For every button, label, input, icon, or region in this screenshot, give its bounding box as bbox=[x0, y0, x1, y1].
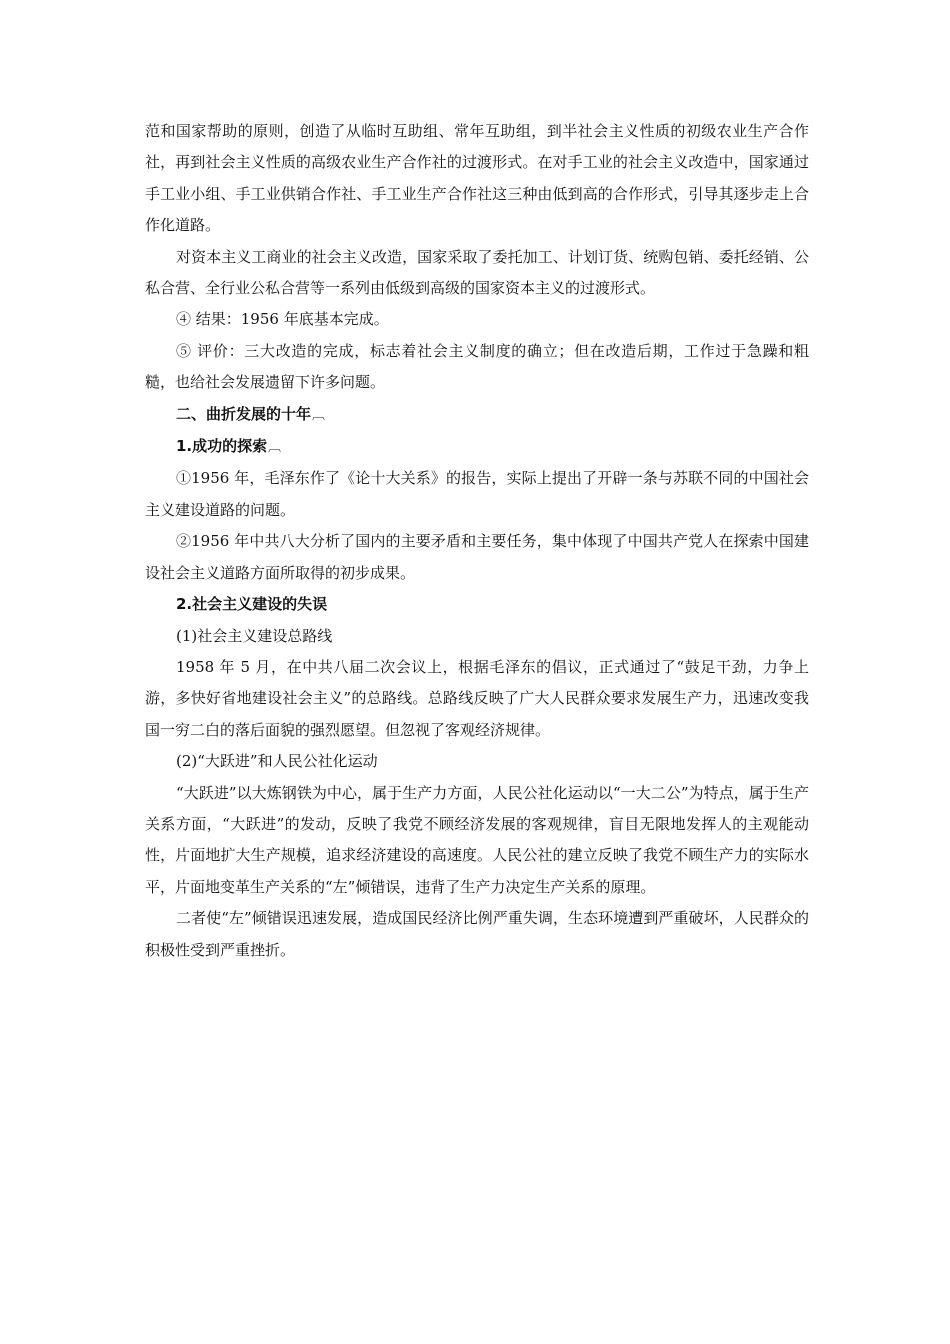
paragraph-consequences: 二者使“左”倾错误迅速发展，造成国民经济比例严重失调，生态环境遭到严重破坏，人民群众的积极性受到严重挫折。 bbox=[145, 909, 809, 959]
section-heading-text: 二、曲折发展的十年 bbox=[176, 404, 312, 423]
paragraph-evaluation: ⑤ 评价：三大改造的完成，标志着社会主义制度的确立；但在改造后期，工作过于急躁和粗糙，也给社会发展遗留下许多问题。 bbox=[145, 341, 809, 392]
paragraph-cooperation-forms: 范和国家帮助的原则，创造了从临时互助组、常年互助组，到半社会主义性质的初级农业生产合作社，再到社会主义性质的高级农业生产合作社的过渡形式。在对手工业的社会主义改造中，国家通过手工业小组、手工业供销合作社、手工业生产合作社这三种由低到高的合作形式，引导其逐步走上合作化道路。 bbox=[145, 122, 809, 235]
document-page bbox=[145, 116, 809, 966]
paragraph-great-leap: “大跃进”以大炼钢铁为中心，属于生产力方面，人民公社化运动以“一大二公”为特点，属于生产关系方面，“大跃进”的发动，反映了我党不顾经济发展的客观规律，盲目无限地发挥人的主观能动性，片面地扩大生产规模，追求经济建设的高速度。人民公社的建立反映了我党不顾生产力的实际水平，片面地变革生产关系的“左”倾错误，违背了生产力决定生产关系的原理。 bbox=[145, 783, 809, 896]
paragraph-result: ④ 结果：1956 年底基本完成。 bbox=[176, 310, 389, 329]
subheading-mark: ︹ bbox=[268, 440, 282, 456]
subheading-mistakes: 2.社会主义建设的失误 bbox=[176, 595, 328, 614]
section-heading-ten-years bbox=[145, 399, 809, 431]
subheading-text: 1.成功的探索 bbox=[176, 437, 268, 456]
paragraph-ten-relations: ①1956 年，毛泽东作了《论十大关系》的报告，实际上提出了开辟一条与苏联不同的中国社会主义建设道路的问题。 bbox=[145, 469, 809, 519]
paragraph-general-line-title: (1)社会主义建设总路线 bbox=[176, 626, 333, 645]
paragraph-great-leap-title: (2)“大跃进”和人民公社化运动 bbox=[176, 752, 378, 771]
subheading-successful-exploration bbox=[145, 431, 809, 463]
heading-mark: ︹ bbox=[312, 407, 326, 423]
paragraph-capitalist-transformation: 对资本主义工商业的社会主义改造，国家采取了委托加工、计划订货、统购包销、委托经销、公私合营、全行业公私合营等一系列由低级到高级的国家资本主义的过渡形式。 bbox=[145, 247, 809, 298]
paragraph-eighth-congress: ②1956 年中共八大分析了国内的主要矛盾和主要任务，集中体现了中国共产党人在探索中国建设社会主义道路方面所取得的初步成果。 bbox=[145, 532, 809, 582]
paragraph-general-line: 1958 年 5 月，在中共八届二次会议上，根据毛泽东的倡议，正式通过了“鼓足干劲，力争上游，多快好省地建设社会主义”的总路线。总路线反映了广大人民群众要求发展生产力，迅速改变我国一穷二白的落后面貌的强烈愿望。但忽视了客观经济规律。 bbox=[145, 657, 809, 739]
